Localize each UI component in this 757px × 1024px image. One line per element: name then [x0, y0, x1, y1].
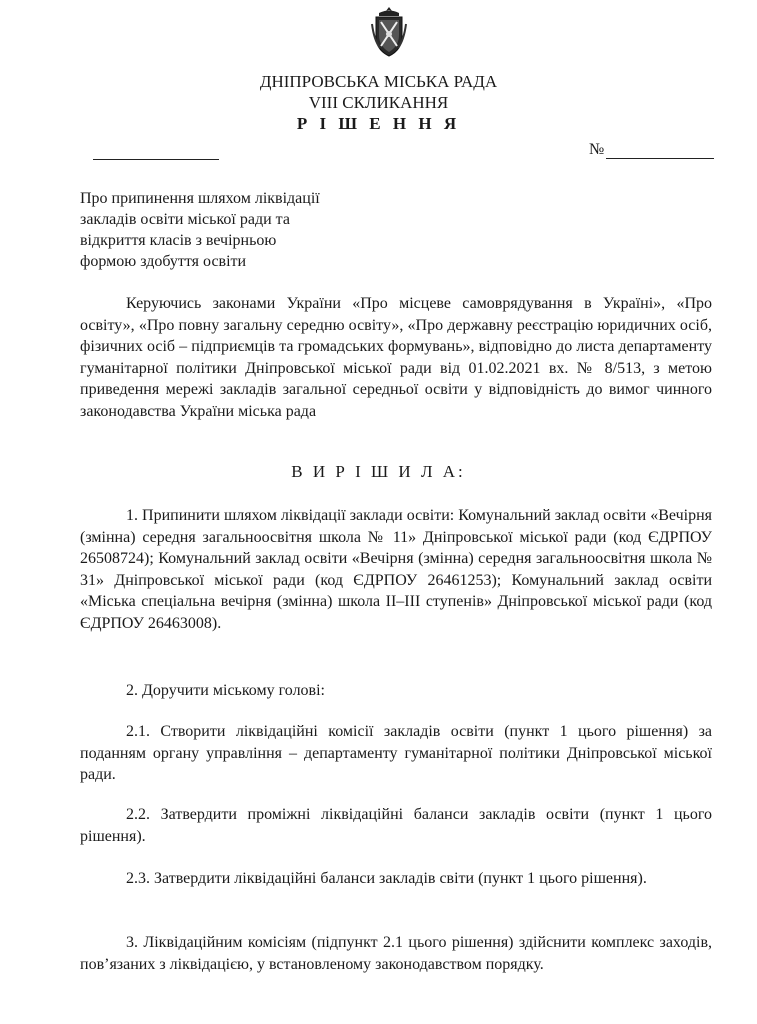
number-field: [589, 140, 714, 159]
item-2: 2. Доручити міському голові:: [126, 682, 325, 699]
city-coat-of-arms-icon: [370, 6, 408, 58]
decided-heading: В И Р І Ш И Л А:: [291, 462, 466, 481]
preamble-text: Керуючись законами України «Про місцеве самоврядування в Україні», «Про освіту», «Про повну загальну середню освіту», «Про державну реєстрацію юридичних осіб, фізичних осіб – підприємців та громадських формувань», відповідно до листа департаменту гуманітарної політики Дніпровської міської ради від 01.02.2021 вх. № 8/513, з метою приведення мережі закладів загальної середньої освіти у відповідність до вимог чинного законодавства України міська рада: [80, 295, 712, 420]
item-2-1: 2.1. Створити ліквідаційні комісії закладів освіти (пункт 1 цього рішення) за поданням органу управління – департаменту гуманітарної політики Дніпровської міської ради.: [80, 723, 712, 783]
document-type: Р І Ш Е Н Н Я: [296, 114, 461, 133]
decision-subject: [80, 188, 362, 272]
subject-line: закладів освіти міської ради та: [80, 211, 290, 228]
subject-line: формою здобуття освіти: [80, 253, 247, 270]
item-1: 1. Припинити шляхом ліквідації заклади освіти: Комунальний заклад освіти «Вечірня (змінна) середня загальноосвітня школа № 11» Дніпровської міської ради (код ЄДРПОУ 26508724); Комунальний заклад освіти «Вечірня (змінна) середня загальноосвітня школа № 31» Дніпровської міської ради (код ЄДРПОУ 26461253); Комунальний заклад освіти «Міська спеціальна вечірня (змінна) школа ІІ–ІІІ ступенів» Дніпровської міської ради (код ЄДРПОУ 26463008).: [80, 507, 712, 632]
subject-line: Про припинення шляхом ліквідації: [80, 190, 320, 207]
item-2-2: 2.2. Затвердити проміжні ліквідаційні баланси закладів освіти (пункт 1 цього рішення).: [80, 806, 712, 845]
preamble: [80, 293, 712, 422]
number-blank-line: [606, 140, 714, 159]
item-2-3: 2.3. Затвердити ліквідаційні баланси закладів світи (пункт 1 цього рішення).: [126, 870, 647, 887]
date-blank-line: [93, 139, 219, 160]
number-label: №: [589, 141, 605, 158]
subject-line: відкриття класів з вечірньою: [80, 232, 277, 249]
convocation: VIII СКЛИКАННЯ: [308, 93, 449, 112]
council-name: ДНІПРОВСЬКА МІСЬКА РАДА: [259, 72, 498, 91]
item-3: 3. Ліквідаційним комісіям (підпункт 2.1 цього рішення) здійснити комплекс заходів, пов’язаних з ліквідацією, у встановленому законодавством порядку.: [80, 934, 712, 973]
